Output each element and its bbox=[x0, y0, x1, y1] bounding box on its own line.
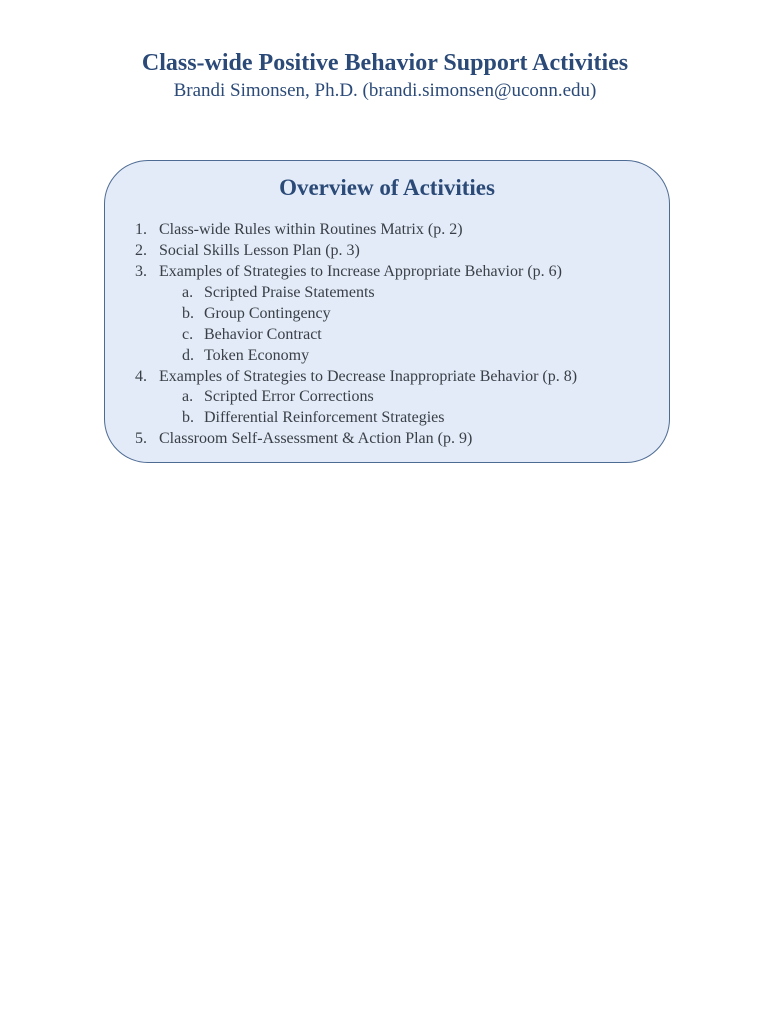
list-item-letter: d. bbox=[182, 347, 194, 364]
sub-list-item bbox=[182, 408, 445, 428]
list-item bbox=[135, 429, 472, 449]
list-item bbox=[135, 241, 360, 261]
list-item-number: 3. bbox=[135, 263, 147, 280]
overview-heading: Overview of Activities bbox=[279, 175, 495, 200]
sub-list-item bbox=[182, 325, 322, 345]
sub-list-item bbox=[182, 387, 374, 407]
list-item-text: Behavior Contract bbox=[204, 326, 322, 343]
list-item-text: Social Skills Lesson Plan (p. 3) bbox=[159, 242, 360, 259]
list-item bbox=[135, 367, 577, 387]
list-item-letter: a. bbox=[182, 284, 194, 301]
list-item-letter: a. bbox=[182, 388, 194, 405]
list-item-text: Token Economy bbox=[204, 347, 310, 364]
list-item-number: 2. bbox=[135, 242, 147, 259]
list-item-number: 5. bbox=[135, 430, 147, 447]
list-item-text: Classroom Self-Assessment & Action Plan (p. 9) bbox=[159, 430, 473, 447]
list-item-text: Examples of Strategies to Decrease Inappropriate Behavior (p. 8) bbox=[159, 368, 578, 385]
sub-list-item bbox=[182, 283, 375, 303]
sub-list-item bbox=[182, 304, 331, 324]
list-item-text: Class-wide Rules within Routines Matrix (p. 2) bbox=[159, 221, 463, 238]
list-item-letter: b. bbox=[182, 305, 194, 322]
list-item-text: Examples of Strategies to Increase Appropriate Behavior (p. 6) bbox=[159, 263, 562, 280]
list-item bbox=[135, 220, 463, 240]
document-subtitle: Brandi Simonsen, Ph.D. (brandi.simonsen@uconn.edu) bbox=[173, 80, 597, 101]
list-item-text: Differential Reinforcement Strategies bbox=[204, 409, 445, 426]
list-item-text: Scripted Error Corrections bbox=[204, 388, 374, 405]
list-item-number: 4. bbox=[135, 368, 147, 385]
sub-list-item bbox=[182, 346, 309, 366]
list-item-letter: c. bbox=[182, 326, 194, 343]
list-item-number: 1. bbox=[135, 221, 147, 238]
list-item bbox=[135, 262, 562, 282]
list-item-letter: b. bbox=[182, 409, 194, 426]
document-title: Class-wide Positive Behavior Support Activities bbox=[141, 50, 629, 76]
list-item-text: Group Contingency bbox=[204, 305, 331, 322]
overview-box bbox=[104, 160, 670, 463]
list-item-text: Scripted Praise Statements bbox=[204, 284, 375, 301]
